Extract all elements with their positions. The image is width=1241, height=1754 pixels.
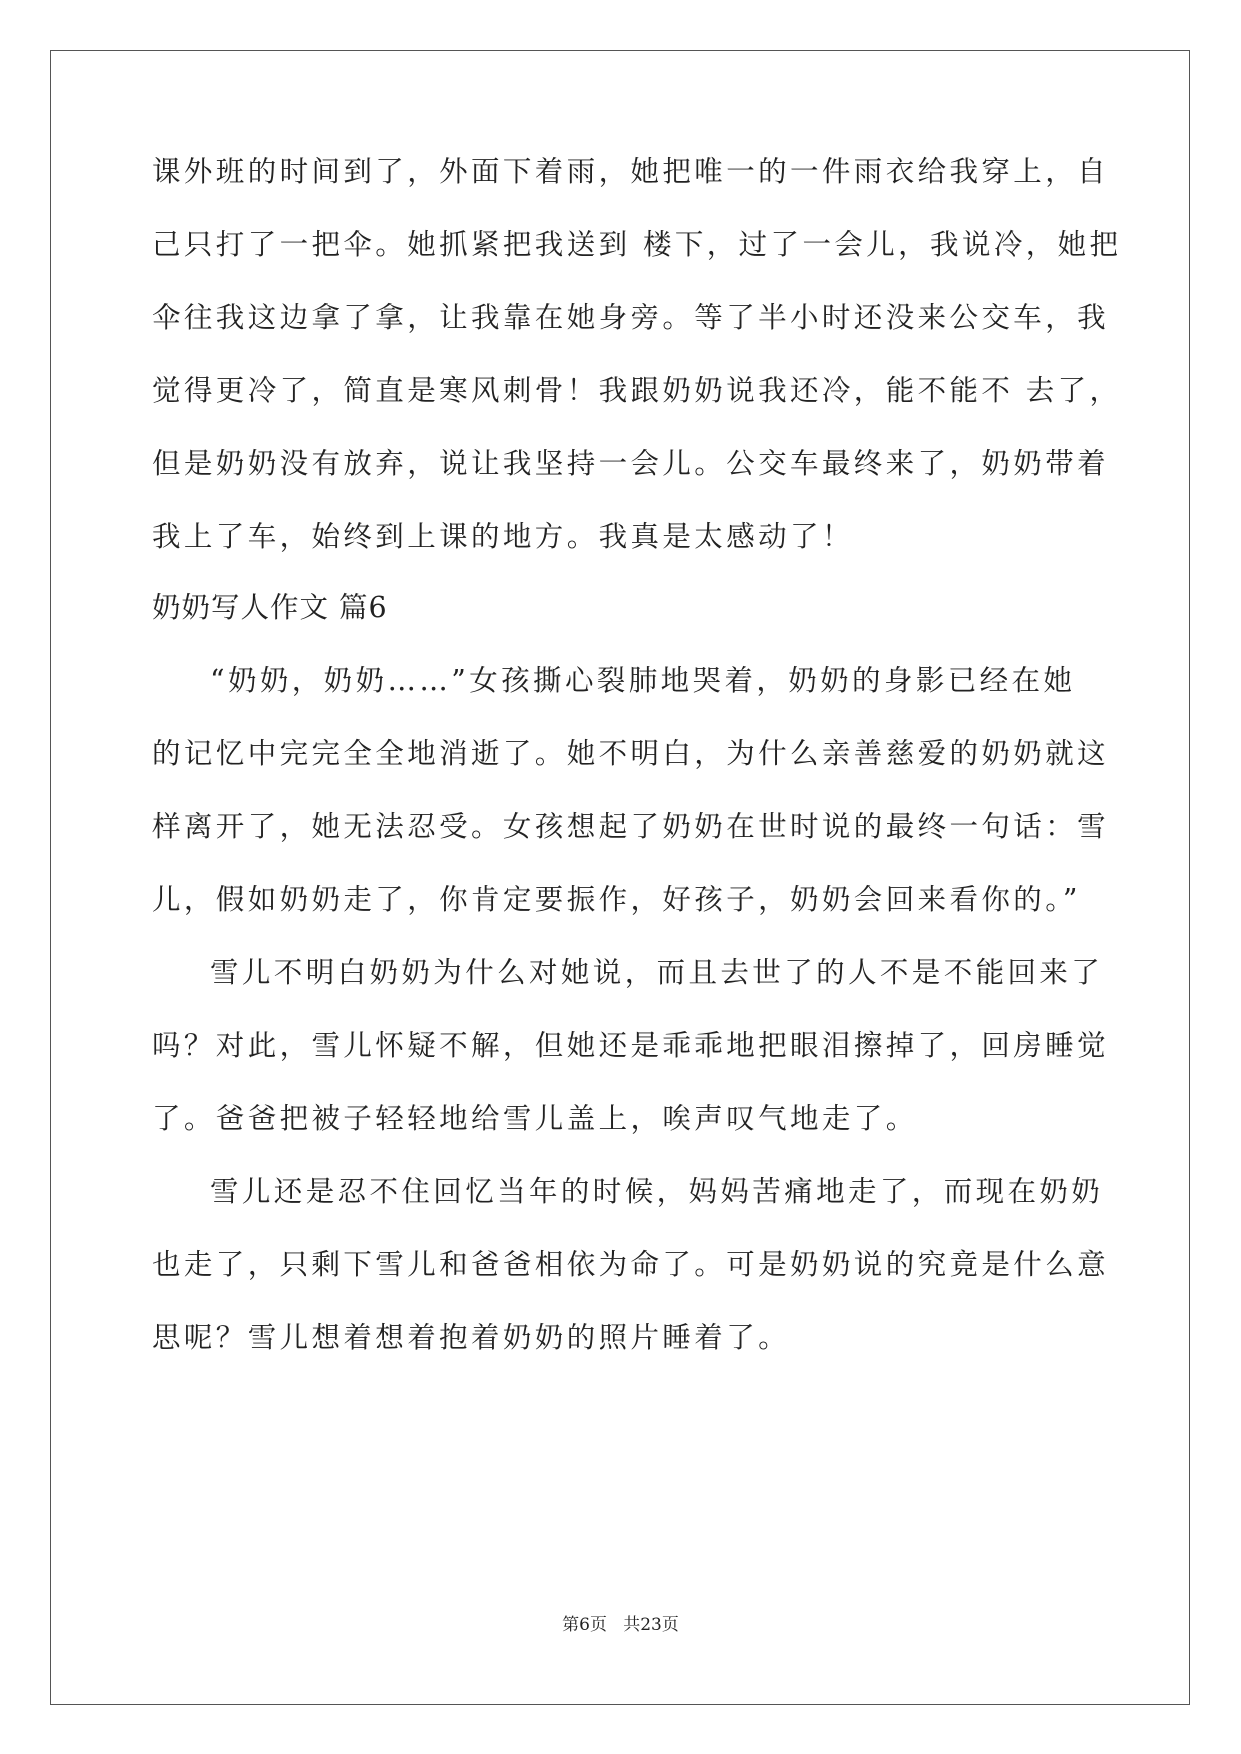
paragraph-line: “奶奶，奶奶……”女孩撕心裂肺地哭着，奶奶的身影已经在她 [210,664,1076,697]
paragraph-line: 样离开了，她无法忍受。女孩想起了奶奶在世时说的最终一句话：雪 [152,810,1110,843]
paragraph-line: 了。爸爸把被子轻轻地给雪儿盖上，唉声叹气地走了。 [152,1102,918,1135]
paragraph-line: 雪儿不明白奶奶为什么对她说，而且去世了的人不是不能回来了 [210,956,1104,989]
paragraph-line: 儿，假如奶奶走了，你肯定要振作，好孩子，奶奶会回来看你的。” [152,883,1081,916]
paragraph-line: 的记忆中完完全全地消逝了。她不明白，为什么亲善慈爱的奶奶就这 [152,737,1110,770]
body-line: 己只打了一把伞。她抓紧把我送到 楼下，过了一会儿，我说冷，她把 [152,228,1122,261]
body-line: 觉得更冷了，简直是寒风刺骨！我跟奶奶说我还冷，能不能不 去了， [152,374,1122,407]
paragraph-line: 雪儿还是忍不住回忆当年的时候，妈妈苦痛地走了，而现在奶奶 [210,1175,1104,1208]
page-number: 第6页 [562,1615,607,1635]
body-line: 我上了车，始终到上课的地方。我真是太感动了！ [152,520,854,553]
section-heading: 奶奶写人作文 篇6 [152,591,388,624]
page-footer [0,1610,1241,1635]
body-line: 课外班的时间到了，外面下着雨，她把唯一的一件雨衣给我穿上，自 [152,155,1110,188]
paragraph-line: 也走了，只剩下雪儿和爸爸相依为命了。可是奶奶说的究竟是什么意 [152,1248,1110,1281]
body-line: 但是奶奶没有放弃，说让我坚持一会儿。公交车最终来了，奶奶带着 [152,447,1110,480]
paragraph-line: 思呢？雪儿想着想着抱着奶奶的照片睡着了。 [152,1321,791,1354]
body-line: 伞往我这边拿了拿，让我靠在她身旁。等了半小时还没来公交车，我 [152,301,1110,334]
page-total: 共23页 [623,1615,679,1635]
paragraph-line: 吗？对此，雪儿怀疑不解，但她还是乖乖地把眼泪擦掉了，回房睡觉 [152,1029,1110,1062]
